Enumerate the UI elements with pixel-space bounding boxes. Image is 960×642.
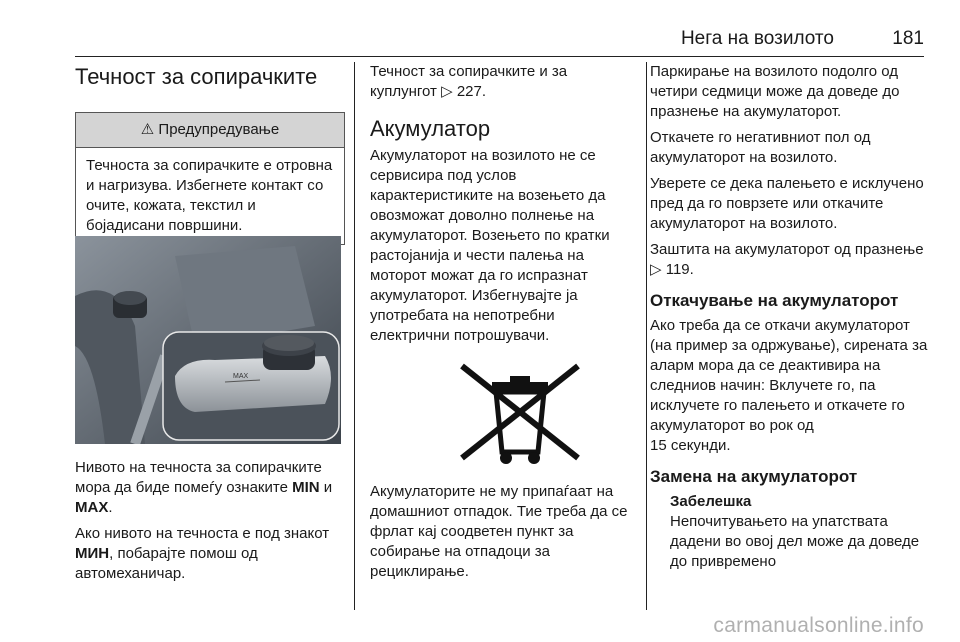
alarm-paragraph: Ако треба да се откачи акумулаторот (на пример за одржување), сирената за аларм мора да се деактивира на следниов начин: Вклучете го, па исклучете го палењето и откачете го акумулаторот во рок од 15 секунди. [650, 317, 928, 454]
note-text: Непочитувањето на упатствата дадени во овој дел може да доведе до привремено [670, 513, 920, 570]
disconnect-paragraph: Откачете го негативниот пол од акумулаторот на возилото. [650, 129, 871, 166]
column-divider-1 [354, 62, 355, 610]
warning-icon: ⚠ [140, 121, 155, 138]
section-title: Течност за сопирачките [75, 64, 318, 89]
note-box [670, 492, 928, 572]
column-1-text [75, 458, 343, 590]
column-2 [370, 62, 632, 588]
discharge-protection-paragraph: Заштита на акумулаторот од празнење ▷ 119. [650, 241, 924, 278]
battery-replacement-heading: Замена на акумулаторот [650, 467, 858, 486]
column-3 [650, 62, 928, 572]
crossed-bin-icon [440, 360, 600, 470]
parking-paragraph: Паркирање на возилото подолго од четири седмици може да доведе до празнење на акумулаторот. [650, 63, 900, 120]
note-title: Забелешка [670, 493, 752, 510]
engine-bay-illustration [75, 236, 341, 444]
page-number: 181 [892, 28, 924, 49]
battery-heading: Акумулатор [370, 116, 491, 141]
warning-title: Предупредување [158, 121, 280, 138]
header-title: Нега на возилото [680, 28, 834, 49]
brake-fluid-reservoir-photo [75, 236, 341, 444]
warning-text: Течноста за сопирачките е отровна и нагризува. Избегнете контакт со очите, кожата, текстил и бојадисани површини. [86, 157, 333, 234]
reference-arrow-icon: ▷ [650, 261, 662, 278]
column-1 [75, 112, 343, 245]
low-level-paragraph: Ако нивото на течноста е под знакот МИН, побарајте помош од автомеханичар. [75, 525, 330, 582]
battery-paragraph: Акумулаторот на возилото не се сервисира под услов карактеристиките на возењето да овозможат доволно полнење на акумулаторот. Возењето по кратки растојанија и чести палења на моторот можат да го испразнат акумулаторот. Избегнувајте ја употребата на непотребни електрични потрошувачи. [370, 147, 610, 344]
battery-disconnection-heading: Откачување на акумулаторот [650, 291, 899, 310]
page-header [75, 28, 924, 57]
max-mark-label: MAX [233, 373, 249, 380]
warning-box [75, 112, 345, 245]
cross-reference-paragraph: Течност за сопирачките и за куплунгот ▷ 227. [370, 63, 568, 100]
fluid-level-paragraph: Нивото на течноста за сопирачките мора да биде помеѓу ознаките MIN и MAX. [75, 459, 333, 516]
warning-header [76, 113, 344, 148]
reference-arrow-icon: ▷ [441, 83, 453, 100]
disposal-paragraph: Акумулаторите не му припаѓаат на домашниот отпадок. Тие треба да се фрлат кај соодветен пункт за собирање на отпадоци за рециклирање. [370, 483, 628, 580]
watermark: carmanualsonline.info [713, 614, 924, 637]
column-divider-2 [646, 62, 647, 610]
ignition-paragraph: Уверете се дека палењето е исклучено пред да го поврзете или откачите акумулаторот на возилото. [650, 175, 924, 232]
